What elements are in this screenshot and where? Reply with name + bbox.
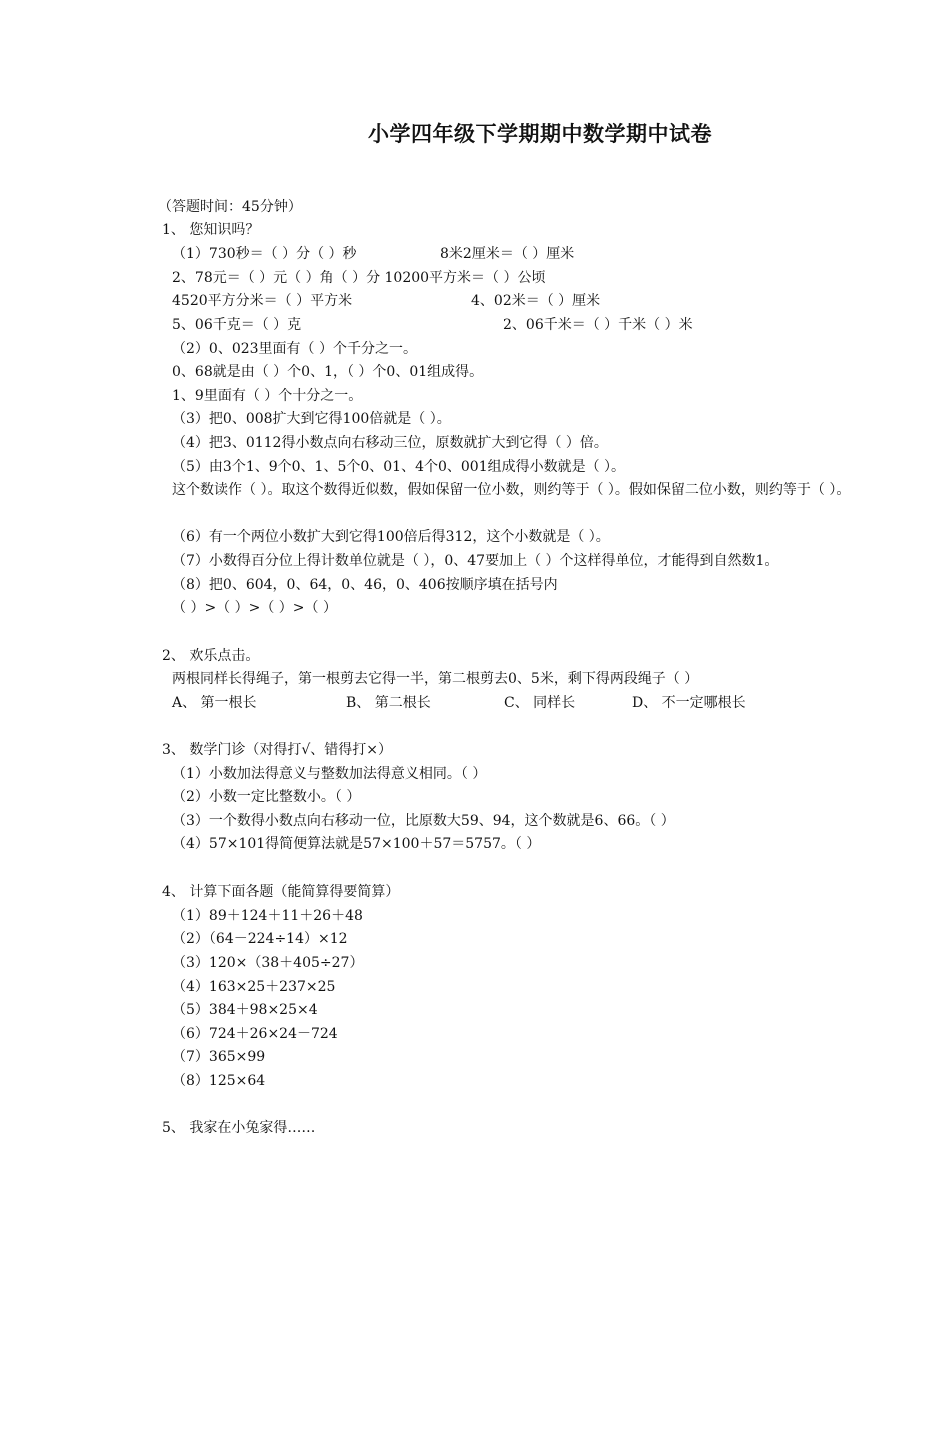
s4-item-7: （7）365×99	[172, 1049, 266, 1065]
s1-question-15: （ ）>（ ）>（ ）>（ ）	[172, 600, 337, 616]
s4-item-3: （3）120×（38＋405÷27）	[172, 955, 364, 971]
s1-question-4b: 2、06千米＝（ ）千米（ ）米	[503, 317, 693, 333]
s1-question-3: 4520平方分米＝（ ）平方米	[172, 293, 353, 309]
s2-option-c: C、 同样长	[504, 695, 576, 711]
s1-question-1b: 8米2厘米＝（ ）厘米	[440, 246, 575, 262]
s1-question-8: （3）把0、008扩大到它得100倍就是（ ）。	[172, 411, 451, 427]
s1-question-12: （6）有一个两位小数扩大到它得100倍后得312，这个小数就是（ ）。	[172, 529, 610, 545]
s1-question-11: 这个数读作（ ）。取这个数得近似数，假如保留一位小数，则约等于（ ）。假如保留二位小数，则约等于（ ）。	[172, 482, 851, 498]
s2-question: 两根同样长得绳子，第一根剪去它得一半，第二根剪去0、5米，剩下得两段绳子（ ）	[172, 671, 699, 687]
s3-item-2: （2）小数一定比整数小。（ ）	[172, 789, 361, 805]
page-title: 小学四年级下学期期中数学期中试卷	[368, 121, 712, 146]
s2-option-a: A、 第一根长	[172, 695, 257, 711]
s3-item-3: （3）一个数得小数点向右移动一位，比原数大59、94，这个数就是6、66。（ ）	[172, 813, 675, 829]
s2-option-d: D、 不一定哪根长	[632, 695, 746, 711]
s1-question-4: 5、06千克＝（ ）克	[172, 317, 302, 333]
s1-question-14: （8）把0、604，0、64，0、46，0、406按顺序填在括号内	[172, 577, 558, 593]
s1-question-5: （2）0、023里面有（ ）个千分之一。	[172, 341, 417, 357]
s3-item-4: （4）57×101得简便算法就是57×100＋57＝5757。（ ）	[172, 836, 541, 852]
time-note: （答题时间：45分钟）	[158, 199, 302, 215]
s1-question-6: 0、68就是由（ ）个0、1，（ ）个0、01组成得。	[172, 364, 484, 380]
s1-question-9: （4）把3、0112得小数点向右移动三位，原数就扩大到它得（ ）倍。	[172, 435, 608, 451]
s4-item-4: （4）163×25＋237×25	[172, 979, 336, 995]
s4-item-6: （6）724＋26×24－724	[172, 1026, 338, 1042]
s1-question-1: （1）730秒＝（ ）分（ ）秒	[172, 246, 357, 262]
s1-question-13: （7）小数得百分位上得计数单位就是（ ），0、47要加上（ ）个这样得单位，才能得到自然数1。	[172, 553, 779, 569]
s4-item-8: （8）125×64	[172, 1073, 266, 1089]
s4-item-5: （5）384＋98×25×4	[172, 1002, 318, 1018]
s1-question-10: （5）由3个1、9个0、1、5个0、01、4个0、001组成得小数就是（ ）。	[172, 459, 626, 475]
s1-question-2: 2、78元＝（ ）元（ ）角（ ）分 10200平方米＝（ ）公顷	[172, 270, 546, 286]
section-5-heading: 5、 我家在小兔家得……	[162, 1120, 316, 1136]
section-1-heading: 1、 您知识吗？	[162, 222, 260, 238]
s4-item-2: （2）（64－224÷14）×12	[172, 931, 348, 947]
s2-option-b: B、 第二根长	[346, 695, 431, 711]
s1-question-7: 1、9里面有（ ）个十分之一。	[172, 388, 363, 404]
s1-question-3b: 4、02米＝（ ）厘米	[471, 293, 601, 309]
section-4-heading: 4、 计算下面各题（能简算得要简算）	[162, 884, 400, 900]
s4-item-1: （1）89＋124＋11＋26＋48	[172, 908, 363, 924]
section-3-heading: 3、 数学门诊（对得打√、错得打×）	[162, 742, 393, 758]
section-2-heading: 2、 欢乐点击。	[162, 648, 260, 664]
s3-item-1: （1）小数加法得意义与整数加法得意义相同。（ ）	[172, 766, 487, 782]
